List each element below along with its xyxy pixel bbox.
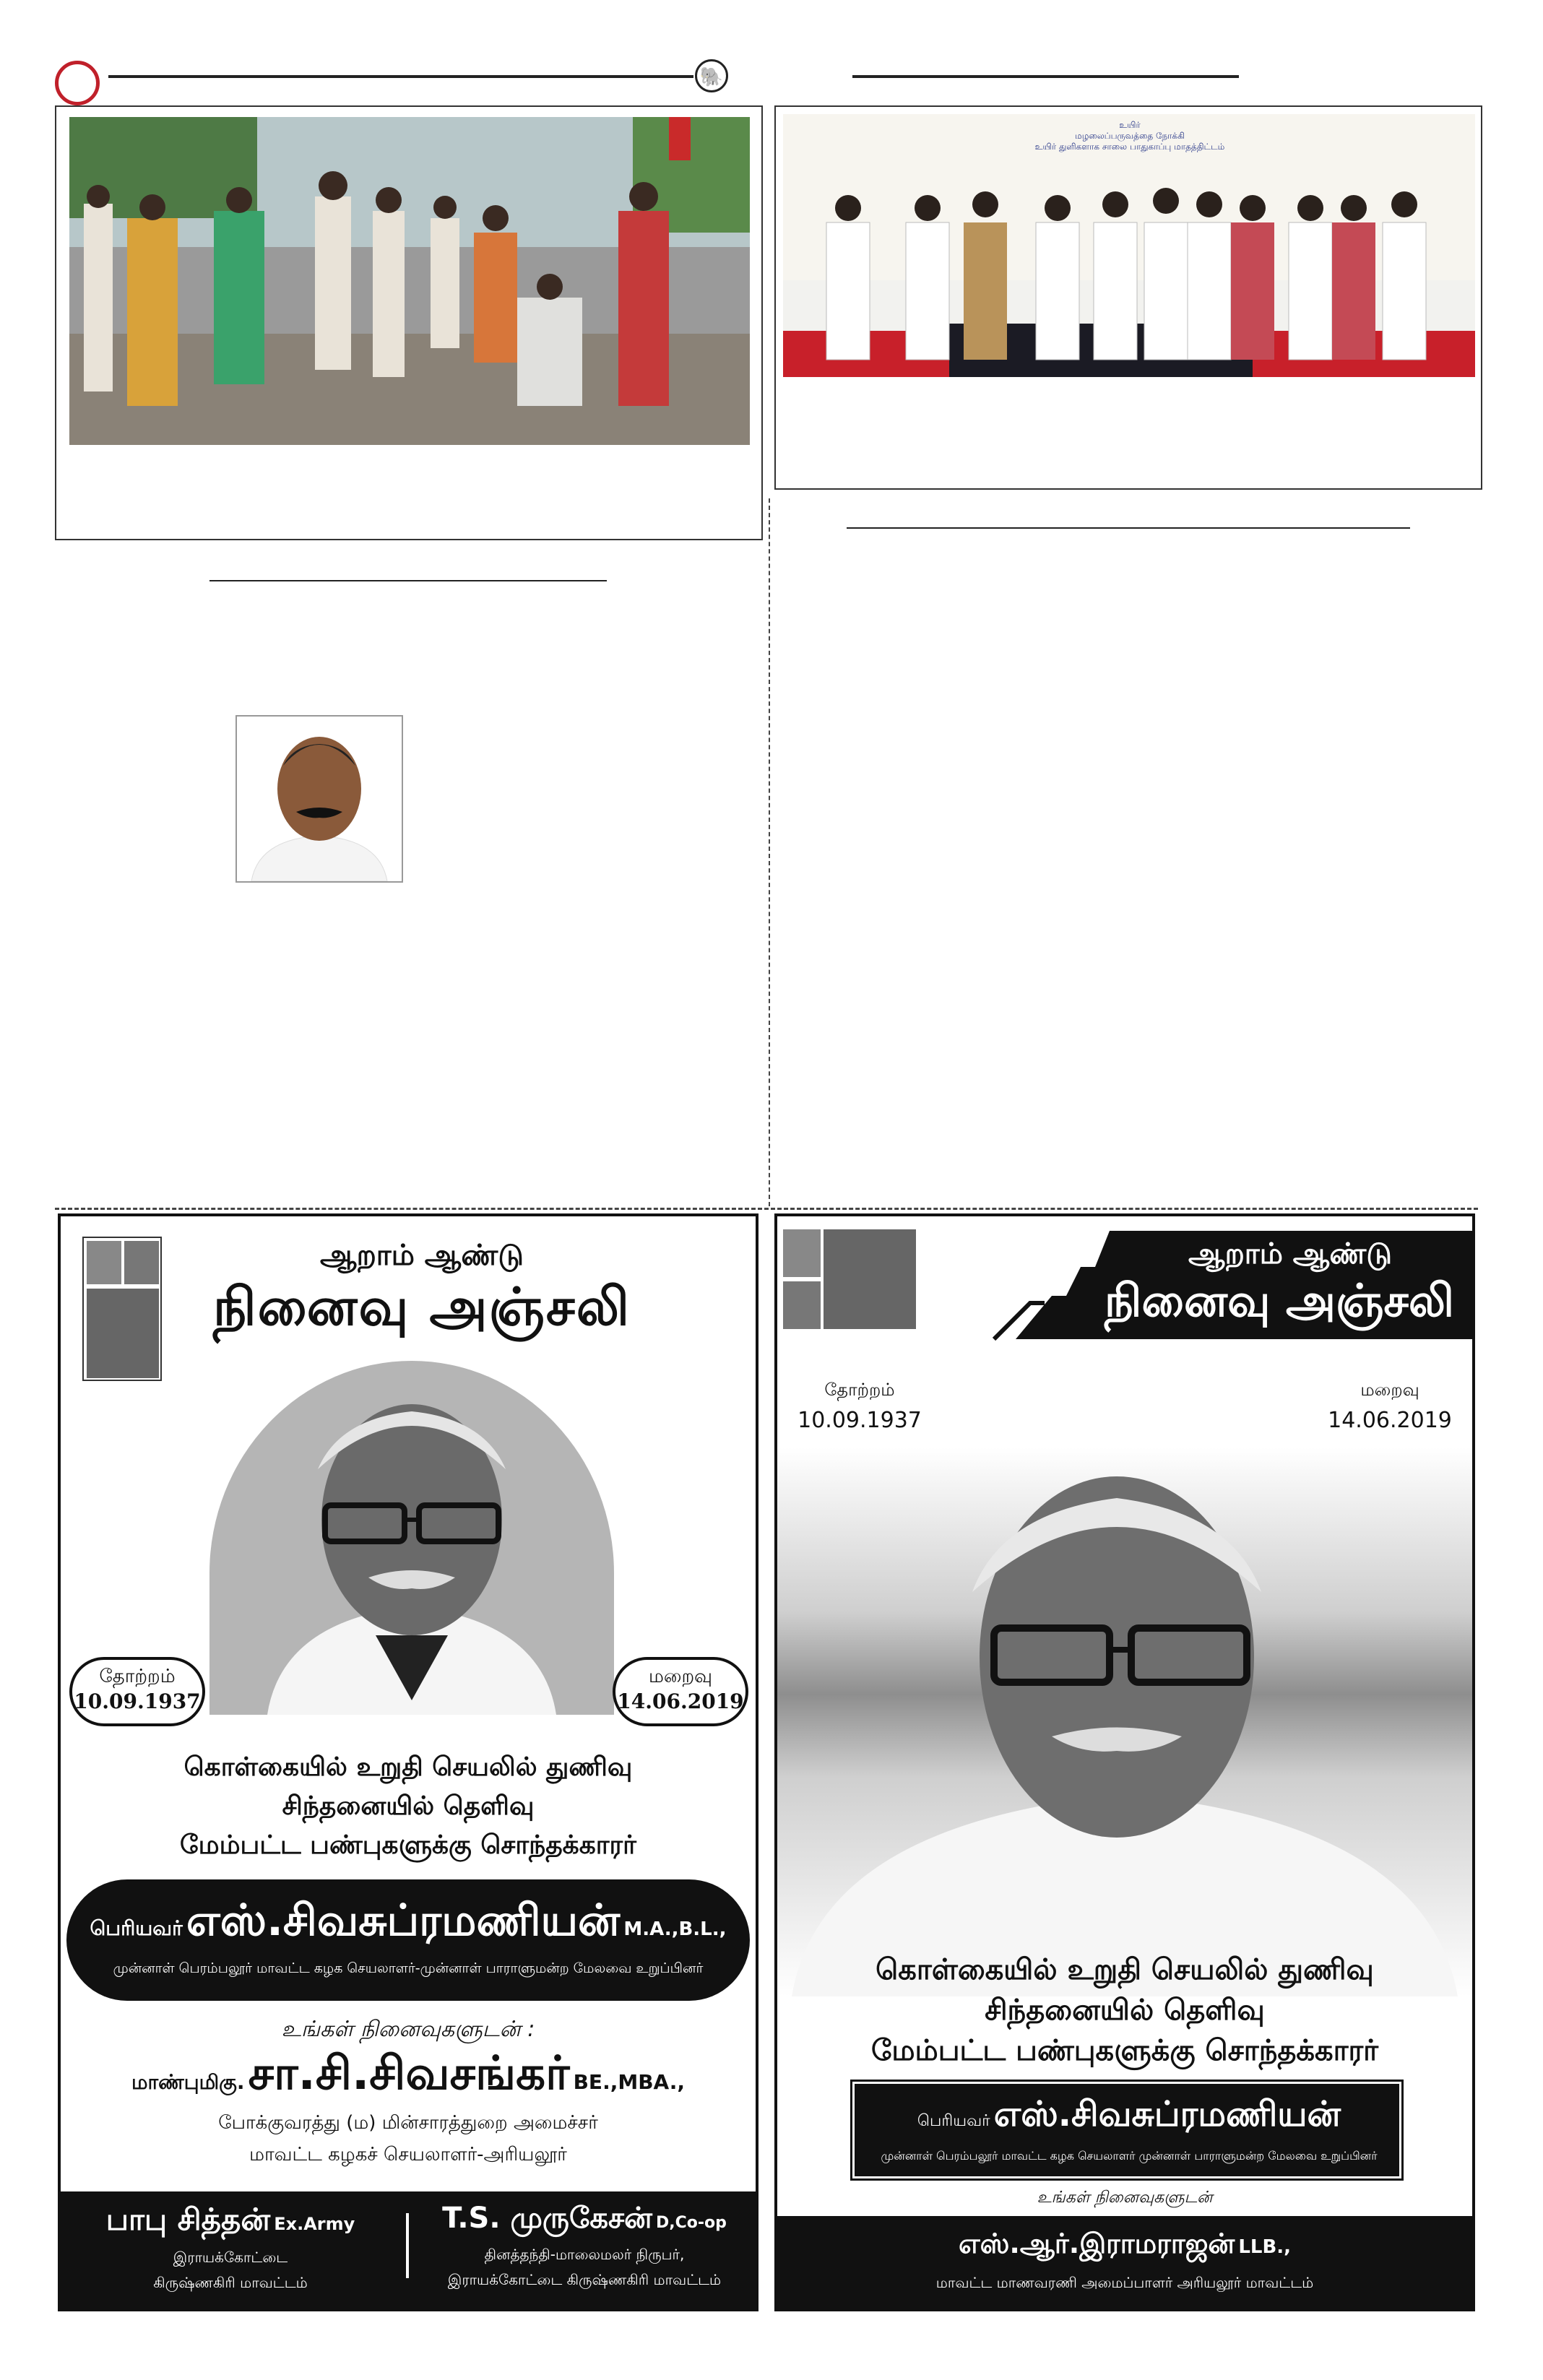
death-date-pill xyxy=(613,1657,748,1726)
column-divider xyxy=(769,498,770,1206)
ad-footer-left xyxy=(61,2191,756,2308)
minister-role-2: மாவட்ட கழகச் செயலாளர்-அரியலூர் xyxy=(249,2144,567,2165)
masthead-rule-right xyxy=(852,75,1239,78)
memory-line-right: உங்கள் நினைவுகளுடன் xyxy=(1037,2189,1213,2207)
ad-portrait-circle xyxy=(209,1361,614,1715)
honoree-name-line-right xyxy=(855,2094,1404,2139)
death-date: 14.06.2019 xyxy=(617,1689,744,1713)
honoree-name: எஸ்.சிவசுப்ரமணியன் xyxy=(186,1895,621,1946)
photo-banner-text xyxy=(1000,120,1260,152)
honoree-role: முன்னாள் பெரம்பலூர் மாவட்ட கழக செயலாளர்-முன்னாள் பாராளுமன்ற மேலவை உறுப்பினர் xyxy=(113,1960,704,1976)
slogan-right-1: கொள்கையில் உறுதி செயலில் துணிவு xyxy=(876,1953,1374,1986)
section-rule-left xyxy=(209,580,607,581)
masthead-circle-icon xyxy=(55,61,100,105)
ad-portrait-illustration xyxy=(209,1361,614,1715)
footer-left-block xyxy=(61,2202,400,2293)
minister-prefix: மாண்புமிகு. xyxy=(131,2070,245,2094)
footer-right-place-1: தினத்தந்தி-மாலைமலர் நிருபர், xyxy=(484,2246,685,2263)
ads-separator xyxy=(55,1208,1478,1210)
slogan-line-3: மேம்பட்ட பண்புகளுக்கு சொந்தக்காரர் xyxy=(180,1830,636,1860)
death-label: மறைவு xyxy=(648,1666,713,1687)
minister-degree: BE.,MBA., xyxy=(573,2070,686,2094)
news-photo-box-left xyxy=(55,105,763,540)
minister-name-line xyxy=(61,2047,756,2106)
birth-label: தோற்றம் xyxy=(99,1666,176,1687)
ad-footer-right xyxy=(777,2216,1472,2308)
footer-left-suffix: Ex.Army xyxy=(274,2214,355,2234)
footer-right-suffix: D,Co-op xyxy=(655,2214,727,2232)
birth-block-right xyxy=(787,1380,932,1433)
honoree-role-right: முன்னாள் பெரம்பலூர் மாவட்ட கழக செயலாளர் முன்னாள் பாராளுமன்ற மேலவை உறுப்பினர் xyxy=(881,2149,1378,2163)
footer-left-name: பாபு சித்தன் xyxy=(105,2202,271,2237)
minister-role-1: போக்குவரத்து (ம) மின்சாரத்துறை அமைச்சர் xyxy=(218,2112,598,2134)
honoree-name-box-right xyxy=(852,2082,1401,2178)
leader-photos-stack xyxy=(82,1237,162,1381)
ad-portrait-right xyxy=(777,1448,1472,1996)
ad-heading-small: ஆறாம் ஆண்டு xyxy=(319,1238,524,1272)
ad-heading-big: நினைவு அஞ்சலி xyxy=(212,1276,631,1337)
footer-right-block xyxy=(415,2202,754,2290)
ad-portrait-right-illustration xyxy=(777,1448,1472,1996)
memorial-ad-right xyxy=(774,1213,1475,2311)
birth-label-right: தோற்றம் xyxy=(824,1380,895,1400)
leader-photo-2 xyxy=(124,1241,159,1284)
section-rule-right xyxy=(847,527,1410,529)
footer-role-right: மாவட்ட மாணவரணி அமைப்பாளர் அரியலூர் மாவட்டம் xyxy=(935,2274,1314,2291)
masthead-rule xyxy=(108,75,693,78)
portrait-thumbnail xyxy=(235,715,403,883)
death-block-right xyxy=(1318,1380,1462,1433)
honoree-name-pill xyxy=(66,1879,750,2001)
honoree-name-right: எஸ்.சிவசுப்ரமணியன் xyxy=(993,2094,1341,2134)
ad-heading-small-right: ஆறாம் ஆண்டு xyxy=(1188,1237,1392,1271)
footer-name-line-right xyxy=(777,2228,1472,2264)
news-photo-box-right xyxy=(774,105,1482,490)
memory-line: உங்கள் நினைவுகளுடன் : xyxy=(281,2017,535,2042)
slogan-right-3: மேம்பட்ட பண்புகளுக்கு சொந்தக்காரர் xyxy=(870,2034,1379,2067)
slogan-line-2: சிந்தனையில் தெளிவு xyxy=(282,1791,535,1821)
banner-line-2: மழலைப்பருவத்தை நோக்கி xyxy=(1075,131,1185,141)
honoree-degree: M.A.,B.L., xyxy=(623,1918,727,1940)
honoree-honorific: பெரியவர் xyxy=(90,1916,183,1940)
footer-degree-right: LLB., xyxy=(1238,2236,1292,2258)
birth-date: 10.09.1937 xyxy=(74,1689,201,1713)
footer-left-place-2: கிருஷ்ணகிரி மாவட்டம் xyxy=(153,2274,308,2291)
slogan-right-2: சிந்தனையில் தெளிவு xyxy=(985,1994,1265,2027)
banner-line-1: உயிர் xyxy=(1119,120,1141,130)
death-date-right: 14.06.2019 xyxy=(1328,1408,1452,1433)
crowd-photo-illustration xyxy=(69,117,750,445)
footer-right-place-2: இராயக்கோட்டை கிருஷ்ணகிரி மாவட்டம் xyxy=(447,2271,722,2288)
news-photo-right xyxy=(783,114,1475,377)
elephant-logo-icon: 🐘 xyxy=(695,59,728,92)
banner-line-3: உயிர் துளிகளாக சாலை பாதுகாப்பு மாதத்திட்டம் xyxy=(1034,142,1225,152)
event-photo-illustration xyxy=(783,114,1475,377)
birth-date-right: 10.09.1937 xyxy=(798,1408,922,1433)
memorial-ad-left xyxy=(58,1213,758,2311)
birth-date-pill xyxy=(69,1657,205,1726)
leader-photo-3 xyxy=(87,1289,159,1378)
honoree-name-line xyxy=(66,1895,750,1952)
footer-divider xyxy=(406,2213,409,2278)
portrait-illustration xyxy=(237,717,402,881)
ad-heading-big-right: நினைவு அஞ்சலி xyxy=(1104,1274,1455,1327)
minister-name: சா.சி.சிவசங்கர் xyxy=(248,2047,570,2100)
slogan-line-1: கொள்கையில் உறுதி செயலில் துணிவு xyxy=(183,1752,633,1782)
death-label-right: மறைவு xyxy=(1360,1380,1419,1400)
leader-photo-1 xyxy=(87,1241,121,1284)
news-photo-left xyxy=(69,117,750,445)
honoree-honorific-right: பெரியவர் xyxy=(917,2112,990,2130)
footer-left-place-1: இராயக்கோட்டை xyxy=(173,2249,288,2266)
footer-right-name: T.S. முருகேசன் xyxy=(442,2202,652,2235)
footer-name-right: எஸ்.ஆர்.இராமராஜன் xyxy=(958,2228,1235,2259)
